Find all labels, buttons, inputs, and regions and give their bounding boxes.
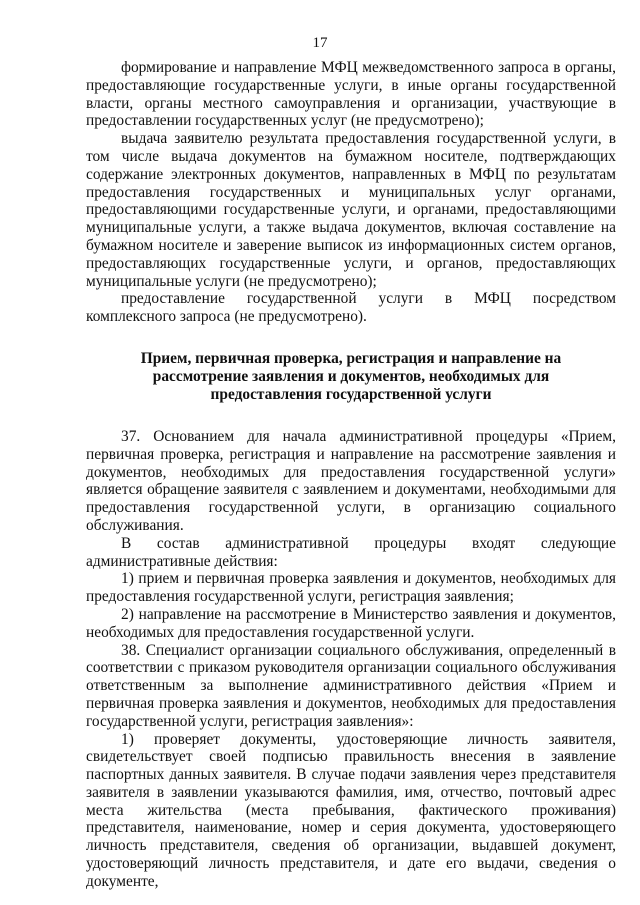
paragraph-action-2: 2) направление на рассмотрение в Министерство заявления и документов, необходимых для предоставления государственной услуги. — [86, 605, 616, 641]
spacer — [86, 404, 616, 428]
paragraph-result-issuance: выдача заявителю результата предоставления государственной услуги, в том числе выдача документов на бумажном носителе, подтверждающих содержание электронных документов, направленных в МФЦ по результатам предоставления государственных и муниципальных услуг органами, предоставляющими государственные услуги, и органами, предоставляющими муниципальные услуги, а также выдача документов, включая составление на бумажном носителе и заверение выписок из информационных систем органов, предоставляющих государственные услуги, и органов, предоставляющих муниципальные услуги (не предусмотрено); — [86, 130, 616, 290]
paragraph-mfc-interagency-request: формирование и направление МФЦ межведомственного запроса в органы, предоставляющие государственные услуги, в иные органы государственной власти, органы местного самоуправления и организации, участвующие в предоставлении государственных услуг (не предусмотрено); — [86, 59, 616, 130]
paragraph-38: 38. Специалист организации социального обслуживания, определенный в соответствии с приказом руководителя организации социального обслуживания ответственным за выполнение административного действия «Прием и первичная проверка заявления и документов, необходимых для предоставления государственной услуги, регистрация заявления»: — [86, 641, 616, 730]
section-heading: Прием, первичная проверка, регистрация и направление на рассмотрение заявления и документов, необходимых для предоставления государственной услуги — [140, 349, 562, 403]
page-number: 17 — [312, 35, 328, 51]
paragraph-procedure-composition: В состав административной процедуры входят следующие административные действия: — [86, 534, 616, 570]
paragraph-complex-request: предоставление государственной услуги в МФЦ посредством комплексного запроса (не предусмотрено). — [86, 290, 616, 326]
spacer — [86, 326, 616, 350]
document-body — [86, 59, 616, 891]
paragraph-38-item-1: 1) проверяет документы, удостоверяющие личность заявителя, свидетельствует своей подписью правильность внесения в заявление паспортных данных заявителя. В случае подачи заявления через представителя заявителя в заявлении указываются фамилия, имя, отчество, почтовый адрес места жительства (места пребывания, фактического проживания) представителя, наименование, номер и серия документа, удостоверяющего личность представителя, сведения об организации, выдавшей документ, удостоверяющий личность представителя, и дате его выдачи, сведения о документе, — [86, 730, 616, 890]
paragraph-37: 37. Основанием для начала административной процедуры «Прием, первичная проверка, регистрация и направление на рассмотрение заявления и документов, необходимых для предоставления государственной услуги» является обращение заявителя с заявлением и документами, необходимыми для предоставления государственной услуги, в организацию социального обслуживания. — [86, 427, 616, 534]
paragraph-action-1: 1) прием и первичная проверка заявления и документов, необходимых для предоставления государственной услуги, регистрация заявления; — [86, 570, 616, 606]
